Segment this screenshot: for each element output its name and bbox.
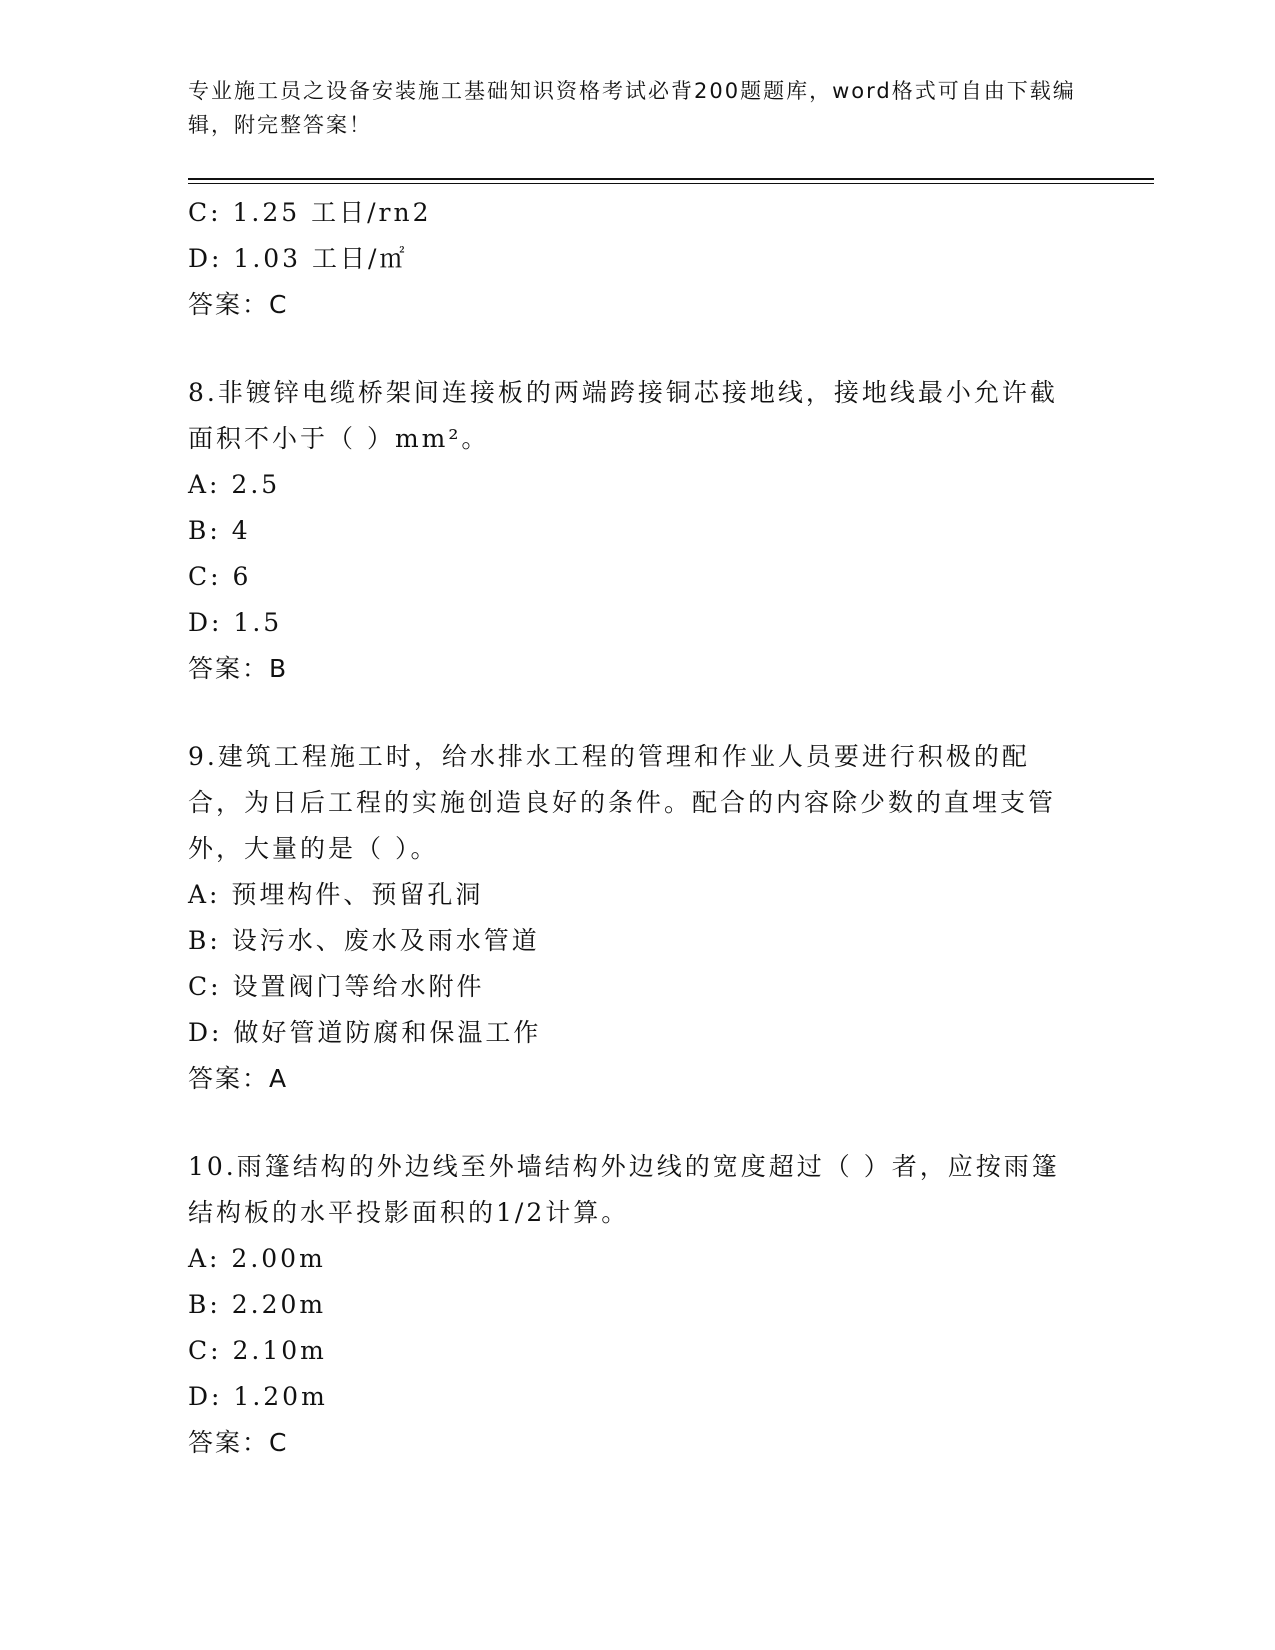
option-c: C: 1.25 工日/rn2 bbox=[188, 198, 432, 227]
option-a: A: 2.5 bbox=[188, 470, 281, 499]
option-d: D: 做好管道防腐和保温工作 bbox=[188, 1018, 542, 1047]
option-a: A: 2.00m bbox=[188, 1244, 326, 1273]
answer-line: 答案：C bbox=[188, 1428, 289, 1457]
option-d: D: 1.03 工日/㎡ bbox=[188, 244, 408, 273]
option-c: C: 设置阀门等给水附件 bbox=[188, 972, 485, 1001]
option-d: D: 1.20m bbox=[188, 1382, 328, 1411]
spacer bbox=[188, 692, 1068, 734]
option-a: A: 预埋构件、预留孔洞 bbox=[188, 880, 484, 909]
header-rule-thin bbox=[188, 183, 1154, 184]
option-b: B: 设污水、废水及雨水管道 bbox=[188, 926, 540, 955]
answer-line: 答案：B bbox=[188, 654, 289, 683]
header-rule-thick bbox=[188, 178, 1154, 180]
spacer bbox=[188, 1102, 1068, 1144]
document-body bbox=[188, 190, 1068, 1466]
question-10 bbox=[188, 1144, 1068, 1466]
prev-question-tail bbox=[188, 190, 1068, 328]
spacer bbox=[188, 328, 1068, 370]
option-d: D: 1.5 bbox=[188, 608, 283, 637]
question-stem: 9.建筑工程施工时，给水排水工程的管理和作业人员要进行积极的配合，为日后工程的实施创造良好的条件。配合的内容除少数的直埋支管外，大量的是（ ）。 bbox=[188, 742, 1057, 863]
option-c: C: 6 bbox=[188, 562, 252, 591]
document-header: 专业施工员之设备安装施工基础知识资格考试必背200题题库，word格式可自由下载编辑，附完整答案！ bbox=[188, 79, 1076, 137]
question-stem: 8.非镀锌电缆桥架间连接板的两端跨接铜芯接地线，接地线最小允许截面积不小于（ ）mm²。 bbox=[188, 378, 1058, 453]
answer-line: 答案：A bbox=[188, 1064, 289, 1093]
question-9 bbox=[188, 734, 1068, 1102]
option-b: B: 4 bbox=[188, 516, 251, 545]
option-c: C: 2.10m bbox=[188, 1336, 327, 1365]
question-8 bbox=[188, 370, 1068, 692]
answer-line: 答案：C bbox=[188, 290, 289, 319]
option-b: B: 2.20m bbox=[188, 1290, 327, 1319]
question-stem: 10.雨篷结构的外边线至外墙结构外边线的宽度超过（ ）者，应按雨篷结构板的水平投影面积的1/2计算。 bbox=[188, 1152, 1060, 1227]
